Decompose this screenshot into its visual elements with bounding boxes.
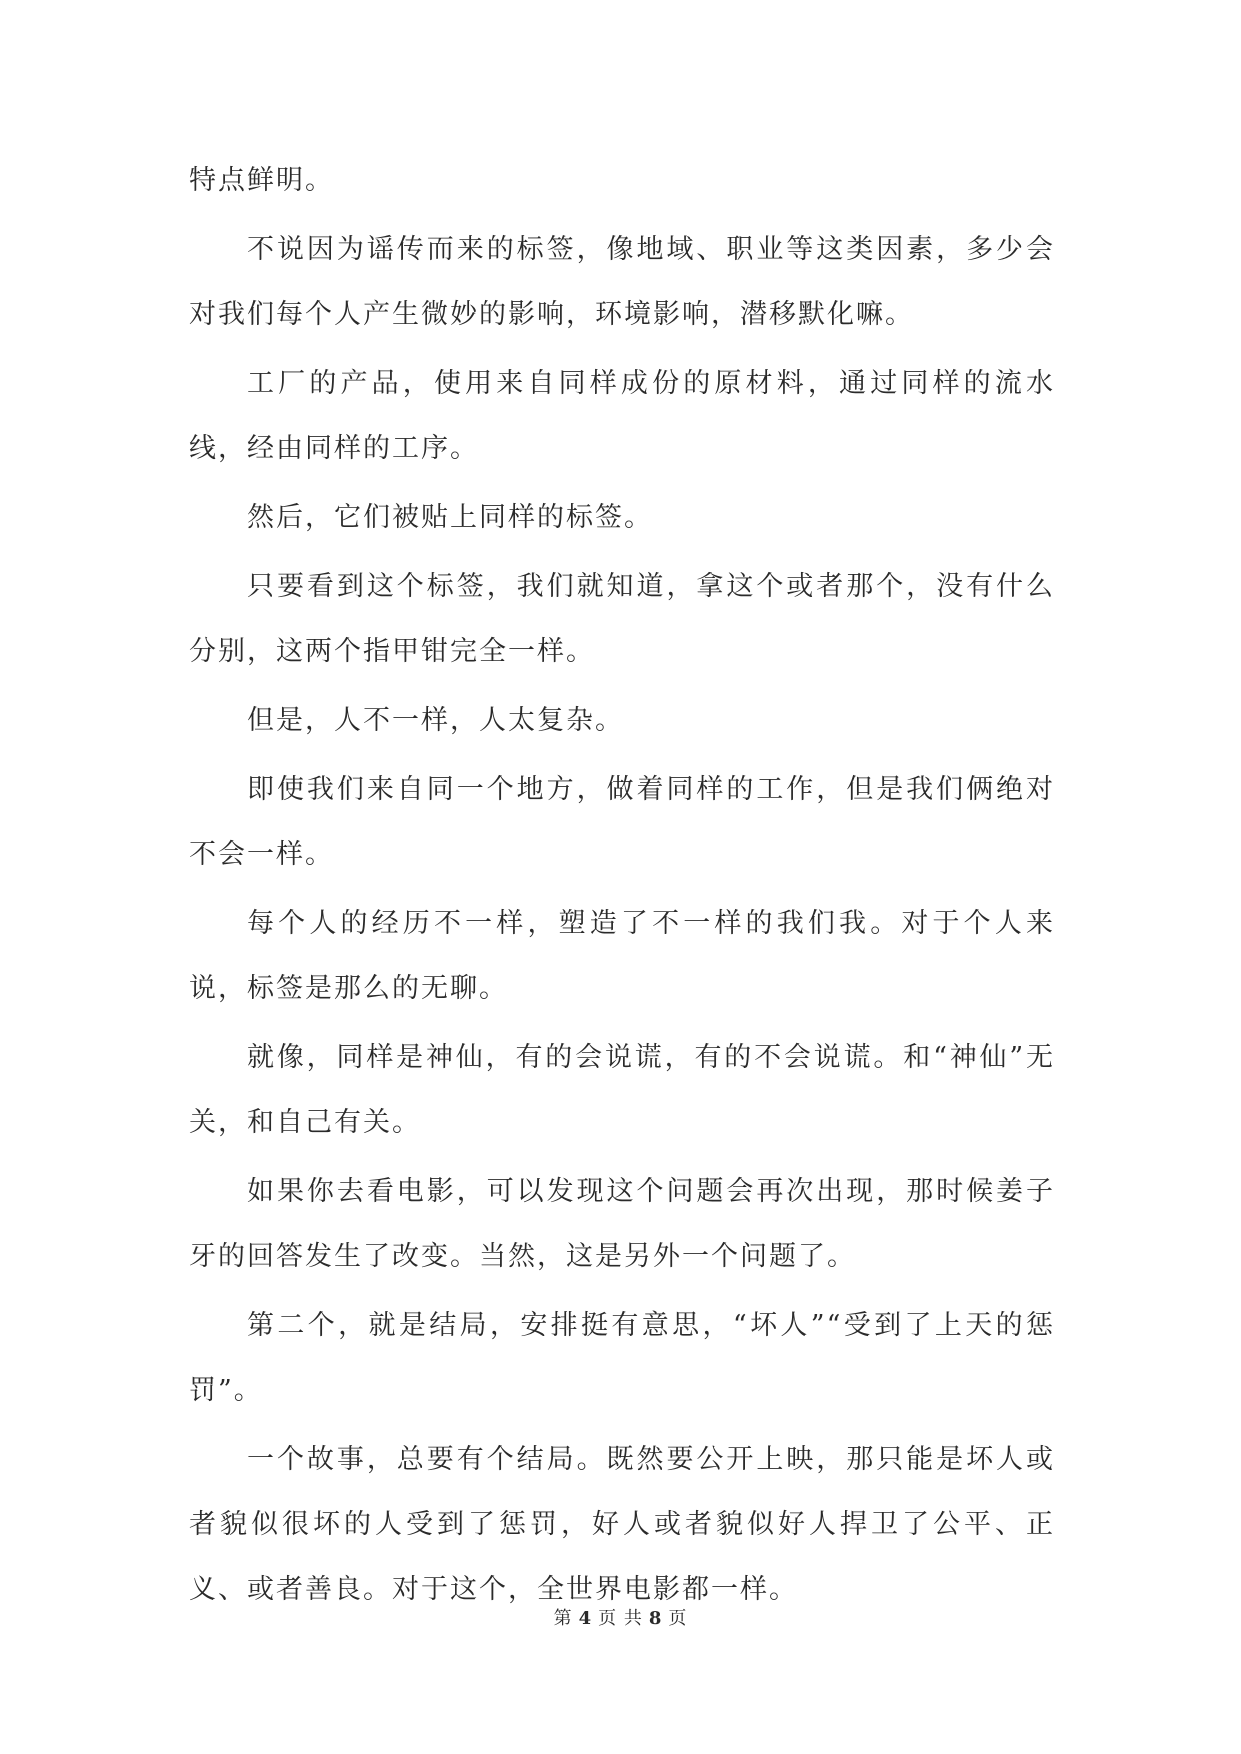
page-footer [0, 1604, 1241, 1630]
paragraph: 即使我们来自同一个地方，做着同样的工作，但是我们俩绝对不会一样。 [189, 774, 1055, 870]
current-page-number: 4 [578, 1608, 593, 1629]
paragraph: 就像，同样是神仙，有的会说谎，有的不会说谎。和“神仙”无关，和自己有关。 [189, 1042, 1055, 1138]
footer-suffix: 页 [668, 1608, 688, 1629]
paragraph: 如果你去看电影，可以发现这个问题会再次出现，那时候姜子牙的回答发生了改变。当然，这是另外一个问题了。 [189, 1176, 1055, 1272]
footer-prefix: 第 [553, 1608, 573, 1629]
paragraph: 第二个，就是结局，安排挺有意思，“坏人”“受到了上天的惩罚”。 [189, 1310, 1055, 1406]
paragraph: 不说因为谣传而来的标签，像地域、职业等这类因素，多少会对我们每个人产生微妙的影响，环境影响，潜移默化嘛。 [189, 234, 1055, 330]
paragraph: 但是，人不一样，人太复杂。 [247, 705, 624, 736]
paragraph: 然后，它们被贴上同样的标签。 [247, 502, 653, 533]
paragraph: 工厂的产品，使用来自同样成份的原材料，通过同样的流水线，经由同样的工序。 [189, 368, 1055, 464]
paragraph-continuation: 特点鲜明。 [189, 165, 334, 196]
footer-middle: 页 共 [598, 1608, 643, 1629]
paragraph: 每个人的经历不一样，塑造了不一样的我们我。对于个人来说，标签是那么的无聊。 [189, 908, 1055, 1004]
paragraph: 只要看到这个标签，我们就知道，拿这个或者那个，没有什么分别，这两个指甲钳完全一样。 [189, 571, 1055, 667]
total-pages-number: 8 [648, 1608, 663, 1629]
paragraph: 一个故事，总要有个结局。既然要公开上映，那只能是坏人或者貌似很坏的人受到了惩罚，好人或者貌似好人捍卫了公平、正义、或者善良。对于这个，全世界电影都一样。 [189, 1444, 1055, 1605]
page-body [189, 148, 1055, 1626]
